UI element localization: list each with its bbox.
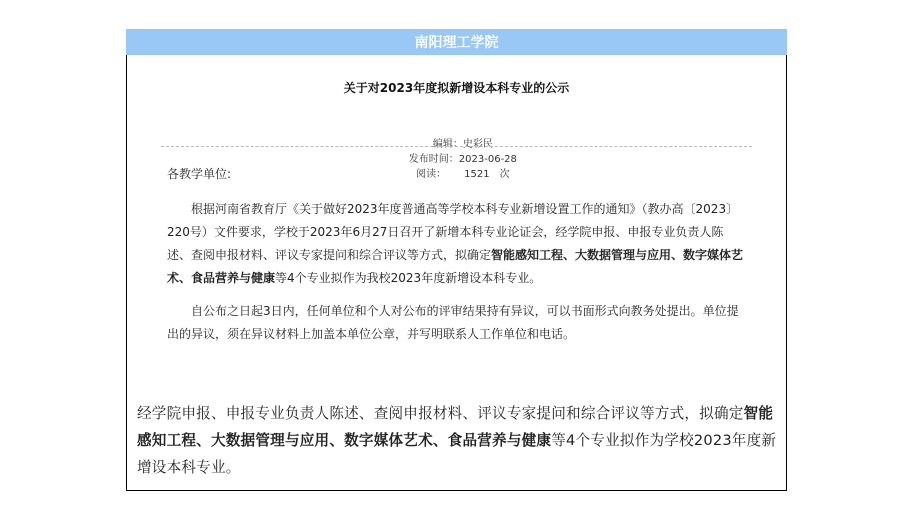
meta-reads-count: 1521 (464, 169, 490, 180)
paragraph-1 (167, 198, 747, 290)
article-title: 关于对2023年度拟新增设本科专业的公示 (343, 81, 570, 95)
paragraph-1-majors: 智能感知工程、大数据管理与应用、数字媒体艺术、食品营养与健康 (167, 248, 744, 285)
site-title: 南阳理工学院 (414, 35, 499, 51)
site-header (126, 29, 787, 55)
greeting: 各教学单位: (167, 167, 232, 181)
meta-editor: 编辑：史彩民 (432, 139, 493, 150)
article-frame (126, 55, 787, 491)
paragraph-2: 自公布之日起3日内，任何单位和个人对公布的评审结果持有异议，可以书面形式向教务处提出。单位提出的异议，须在异议材料上加盖本单位公章，并写明联系人工作单位和电话。 (167, 304, 739, 341)
meta-published: 发布时间：2023-06-28 (408, 154, 517, 165)
paragraph-1-text-b: 等4个专业拟作为我校2023年度新增设本科专业。 (275, 271, 542, 285)
zoom-text-a: 经学院申报、申报专业负责人陈述、查阅申报材料、评议专家提问和综合评议等方式，拟确定 (137, 405, 744, 422)
article-body (167, 163, 747, 356)
zoom-majors: 智能感知工程、大数据管理与应用、数字媒体艺术、食品营养与健康 (137, 405, 774, 449)
meta-reads-unit: 次 (499, 169, 510, 180)
meta-divider (161, 146, 752, 147)
paragraph-1-text-a: 根据河南省教育厅《关于做好2023年度普通高等学校本科专业新增设置工作的通知》（教办高〔2023〕220号）文件要求，学校于2023年6月27日召开了新增本科专业论证会，经学院申报、申报专业负责人陈述、查阅申报材料、评议专家提问和综合评议等方式，拟确定 (167, 202, 739, 262)
zoomed-excerpt (137, 400, 777, 481)
zoom-text-b: 等4个专业拟作为学校2023年度新增设本科专业。 (137, 432, 777, 476)
meta-reads-label: 阅读： (416, 169, 447, 180)
